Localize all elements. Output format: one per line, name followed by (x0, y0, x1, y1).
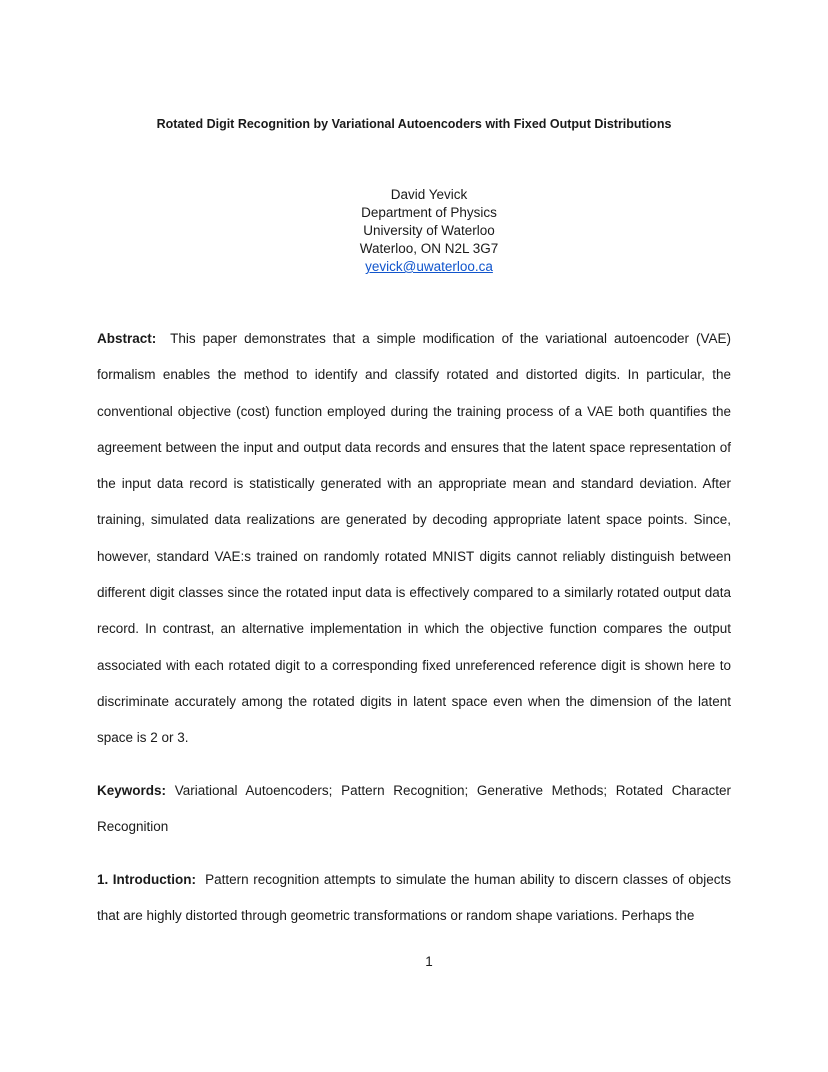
author-email-link[interactable]: yevick@uwaterloo.ca (365, 259, 493, 274)
author-name: David Yevick (390, 187, 468, 202)
abstract-label: Abstract: (97, 331, 157, 346)
keywords-text: Variational Autoencoders; Pattern Recognition; Generative Methods; Rotated Character Recognition (97, 783, 731, 835)
introduction-text: Pattern recognition attempts to simulate the human ability to discern classes of objects that are highly distorted through geometric transformations or random shape variations. Perhaps the (97, 872, 731, 924)
author-block (0, 186, 828, 276)
author-university: University of Waterloo (363, 223, 495, 238)
introduction-paragraph (97, 862, 731, 935)
paper-title: Rotated Digit Recognition by Variational Autoencoders with Fixed Output Distributions (156, 117, 672, 131)
abstract-paragraph (97, 321, 731, 757)
page-number: 1 (425, 954, 433, 969)
abstract-text: This paper demonstrates that a simple modification of the variational autoencoder (VAE) formalism enables the method to identify and classify rotated and distorted digits. In particular, the conventional objective (cost) function employed during the training process of a VAE both quantifies the agreement between the input and output data records and ensures that the latent space representation of the input data record is statistically generated with an appropriate mean and standard deviation. After training, simulated data realizations are generated by decoding appropriate latent space points. Since, however, standard VAE:s trained on randomly rotated MNIST digits cannot reliably distinguish between different digit classes since the rotated input data is effectively compared to a similarly rotated output data record. In contrast, an alternative implementation in which the objective function compares the output associated with each rotated digit to a corresponding fixed unreferenced reference digit is shown here to discriminate accurately among the rotated digits in latent space even when the dimension of the latent space is 2 or 3. (97, 331, 731, 746)
introduction-label: 1. Introduction: (97, 872, 197, 887)
author-department: Department of Physics (361, 205, 497, 220)
author-address: Waterloo, ON N2L 3G7 (359, 241, 499, 256)
keywords-label: Keywords: (97, 783, 167, 798)
keywords-paragraph (97, 773, 731, 846)
